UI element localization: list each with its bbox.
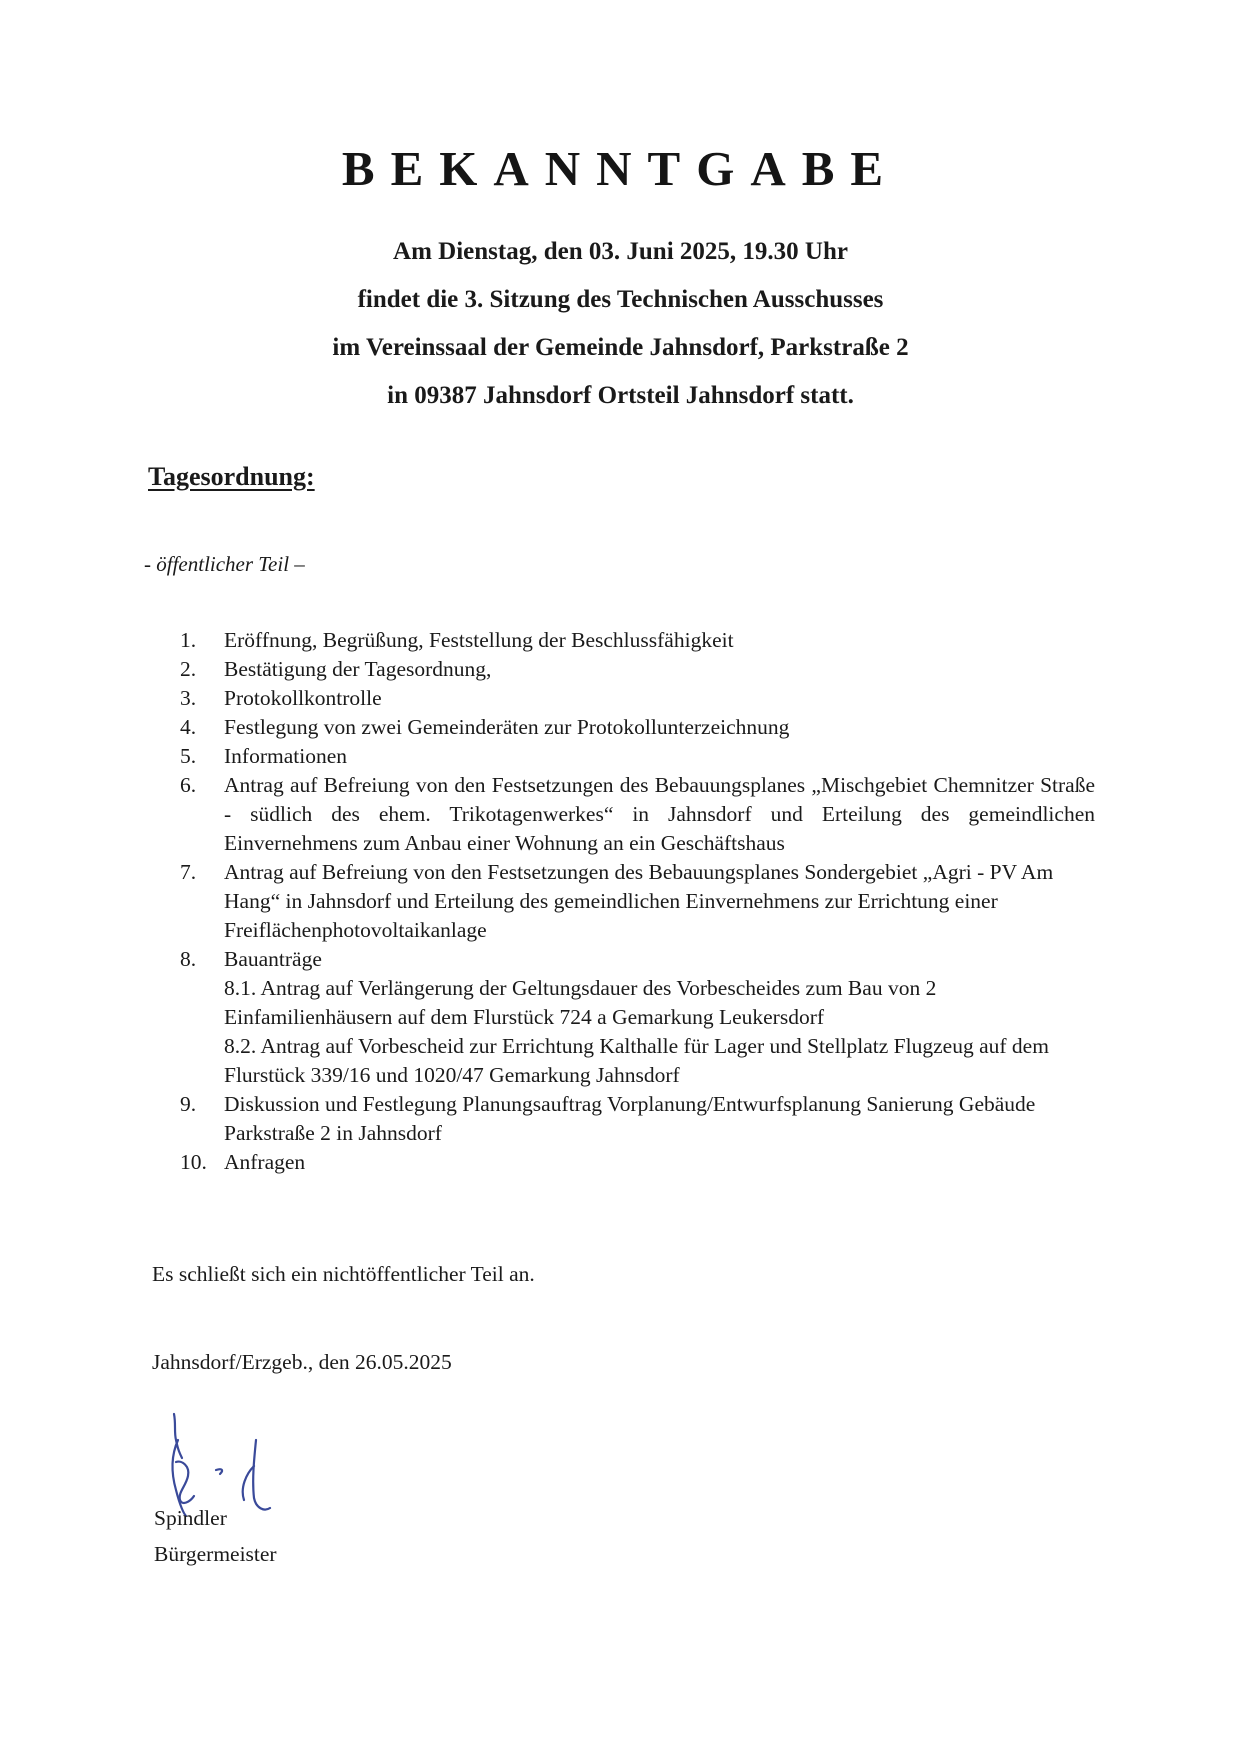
signer-role: Bürgermeister: [154, 1542, 277, 1566]
agenda-item-text: Festlegung von zwei Gemeinderäten zur Protokollunterzeichnung: [224, 715, 790, 739]
agenda-item: [180, 771, 1095, 858]
announcement-line-session: findet die 3. Sitzung des Technischen Ausschusses: [357, 286, 884, 313]
agenda-item-number: 6.: [180, 773, 197, 797]
agenda-item-number: 10.: [180, 1150, 207, 1174]
agenda-item: [180, 945, 1095, 1090]
agenda-item-text: Antrag auf Befreiung von den Festsetzungen des Bebauungsplanes „Mischgebiet Chemnitzer Straße - südlich des ehem. Trikotagenwerkes“ in Jahnsdorf und Erteilung des gemeindlichen Einvernehmens zum Anbau einer Wohnung an ein Geschäftshaus: [224, 773, 1095, 855]
announcement-line-date: Am Dienstag, den 03. Juni 2025, 19.30 Uhr: [393, 238, 848, 265]
agenda-subitem: 8.1. Antrag auf Verlängerung der Geltungsdauer des Vorbescheides zum Bau von 2 Einfamilienhäusern auf dem Flurstück 724 a Gemarkung Leukersdorf: [224, 976, 937, 1029]
agenda-item-number: 9.: [180, 1092, 197, 1116]
agenda-item-number: 2.: [180, 657, 197, 681]
agenda-item-text: Antrag auf Befreiung von den Festsetzungen des Bebauungsplanes Sondergebiet „Agri - PV Am Hang“ in Jahnsdorf und Erteilung des gemeindlichen Einvernehmens zur Errichtung einer Freiflächenphotovoltaikanlage: [224, 860, 1054, 942]
meeting-announcement: [0, 232, 1241, 424]
agenda-item-text: Eröffnung, Begrüßung, Feststellung der Beschlussfähigkeit: [224, 628, 734, 652]
agenda-item-text: Bestätigung der Tagesordnung,: [224, 657, 492, 681]
agenda-item-number: 1.: [180, 628, 197, 652]
agenda-item: [180, 742, 1095, 771]
agenda-item: [180, 684, 1095, 713]
signer-name: Spindler: [154, 1506, 227, 1530]
handwritten-signature: [160, 1410, 310, 1520]
announcement-line-address: in 09387 Jahnsdorf Ortsteil Jahnsdorf statt.: [387, 382, 854, 409]
public-section-label: - öffentlicher Teil –: [144, 552, 305, 576]
agenda-item-number: 7.: [180, 860, 197, 884]
agenda-item-text: Bauanträge: [224, 947, 322, 971]
agenda-item-text: Informationen: [224, 744, 347, 768]
agenda-item-number: 3.: [180, 686, 197, 710]
agenda-item: [180, 626, 1095, 655]
agenda-item: [180, 655, 1095, 684]
agenda-item-text: Anfragen: [224, 1150, 306, 1174]
agenda-item: [180, 713, 1095, 742]
agenda-subitem: 8.2. Antrag auf Vorbescheid zur Errichtung Kalthalle für Lager und Stellplatz Flugzeug auf dem Flurstück 339/16 und 1020/47 Gemarkung Jahnsdorf: [224, 1034, 1049, 1087]
agenda-item: [180, 1148, 1095, 1177]
agenda-item: [180, 858, 1095, 945]
agenda-subitem-list: [224, 974, 1095, 1090]
agenda-item-number: 8.: [180, 947, 197, 971]
announcement-line-venue: im Vereinssaal der Gemeinde Jahnsdorf, Parkstraße 2: [332, 334, 909, 361]
agenda-item: [180, 1090, 1095, 1148]
agenda-list: [180, 626, 1095, 1177]
place-and-date: Jahnsdorf/Erzgeb., den 26.05.2025: [152, 1350, 452, 1374]
agenda-item-text: Diskussion und Festlegung Planungsauftrag Vorplanung/Entwurfsplanung Sanierung Gebäude Parkstraße 2 in Jahnsdorf: [224, 1092, 1036, 1145]
agenda-heading: Tagesordnung:: [148, 462, 315, 491]
document-title: BEKANNTGABE: [341, 141, 900, 196]
closing-note: Es schließt sich ein nichtöffentlicher Teil an.: [152, 1262, 535, 1286]
agenda-item-number: 4.: [180, 715, 197, 739]
agenda-item-text: Protokollkontrolle: [224, 686, 382, 710]
agenda-item-number: 5.: [180, 744, 197, 768]
